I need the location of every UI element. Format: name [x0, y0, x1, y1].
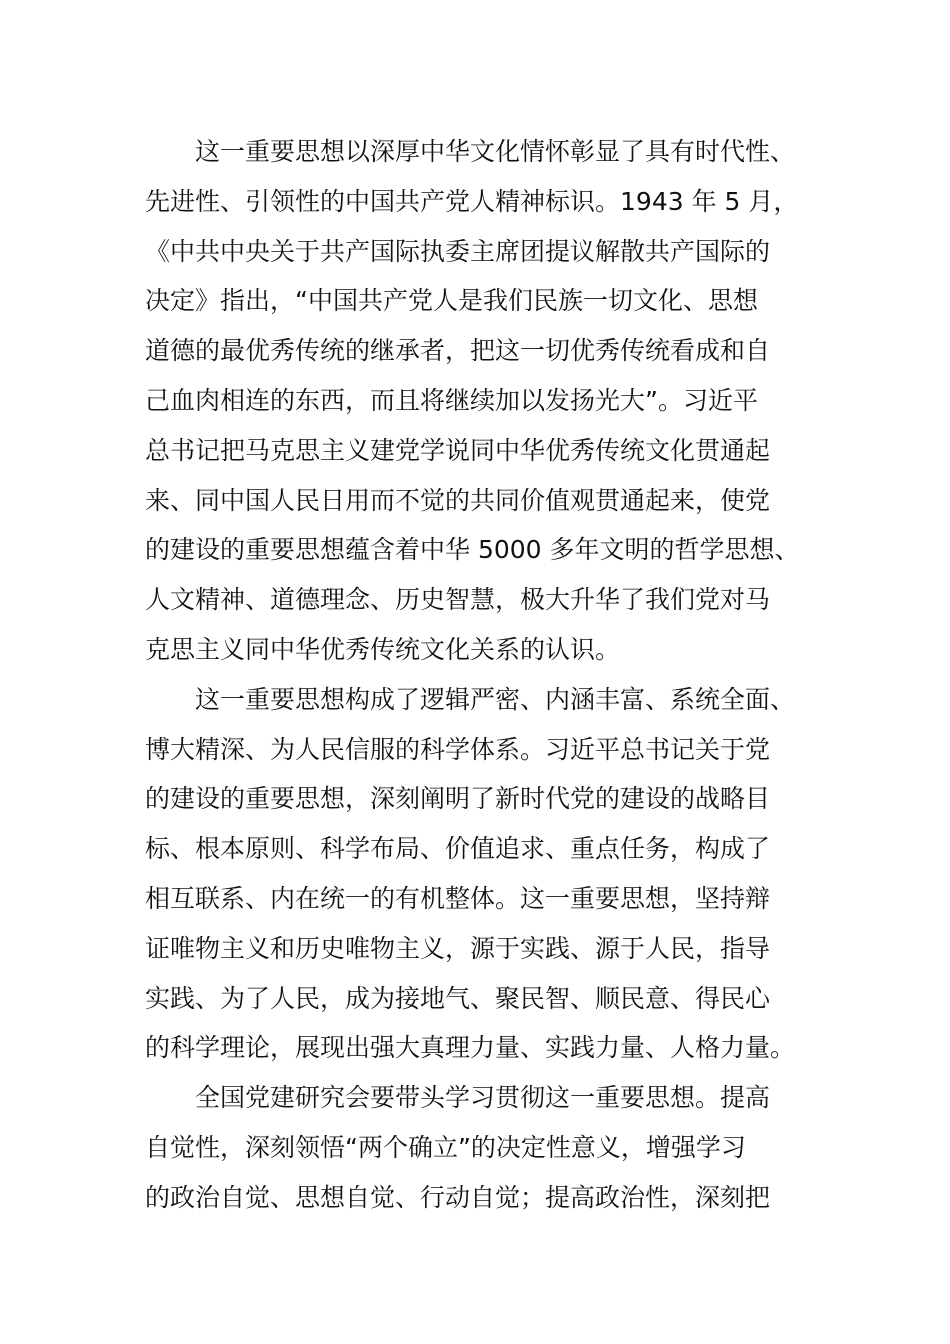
paragraph-2-line-6: 证唯物主义和历史唯物主义，源于实践、源于人民，指导 — [145, 933, 771, 963]
paragraph-1-line-2: 先进性、引领性的中国共产党人精神标识。1943 年 5 月， — [145, 186, 799, 216]
paragraph-1-line-3: 《中共中央关于共产国际执委主席团提议解散共产国际的 — [145, 236, 771, 266]
paragraph-2-line-1: 这一重要思想构成了逻辑严密、内涵丰富、系统全面、 — [195, 684, 796, 714]
paragraph-2-line-2: 博大精深、为人民信服的科学体系。习近平总书记关于党 — [145, 734, 771, 764]
paragraph-1-line-11: 克思主义同中华优秀传统文化关系的认识。 — [145, 634, 621, 664]
paragraph-3-line-1: 全国党建研究会要带头学习贯彻这一重要思想。提高 — [195, 1083, 771, 1113]
paragraph-1-line-8: 来、同中国人民日用而不觉的共同价值观贯通起来，使党 — [145, 485, 771, 515]
paragraph-2-line-7: 实践、为了人民，成为接地气、聚民智、顺民意、得民心 — [145, 983, 771, 1013]
body-text — [145, 127, 825, 1223]
paragraph-1-line-4: 决定》指出，“中国共产党人是我们民族一切文化、思想 — [145, 286, 758, 316]
paragraph-2-line-4: 标、根本原则、科学布局、价值追求、重点任务，构成了 — [145, 834, 771, 864]
paragraph-3-line-3: 的政治自觉、思想自觉、行动自觉；提高政治性，深刻把 — [145, 1182, 771, 1212]
paragraph-2-line-3: 的建设的重要思想，深刻阐明了新时代党的建设的战略目 — [145, 784, 771, 814]
paragraph-2-line-5: 相互联系、内在统一的有机整体。这一重要思想，坚持辩 — [145, 883, 771, 913]
paragraph-1-line-9: 的建设的重要思想蕴含着中华 5000 多年文明的哲学思想、 — [145, 535, 800, 565]
paragraph-3-line-2: 自觉性，深刻领悟“两个确立”的决定性意义，增强学习 — [145, 1132, 746, 1162]
paragraph-1-line-6: 己血肉相连的东西，而且将继续加以发扬光大”。习近平 — [145, 385, 758, 415]
paragraph-1-line-7: 总书记把马克思主义建党学说同中华优秀传统文化贯通起 — [145, 435, 771, 465]
paragraph-1-line-1: 这一重要思想以深厚中华文化情怀彰显了具有时代性、 — [195, 137, 796, 166]
paragraph-2-line-8: 的科学理论，展现出强大真理力量、实践力量、人格力量。 — [145, 1033, 796, 1063]
paragraph-1-line-5: 道德的最优秀传统的继承者，把这一切优秀传统看成和自 — [145, 336, 771, 366]
paragraph-1-line-10: 人文精神、道德理念、历史智慧，极大升华了我们党对马 — [145, 585, 771, 615]
